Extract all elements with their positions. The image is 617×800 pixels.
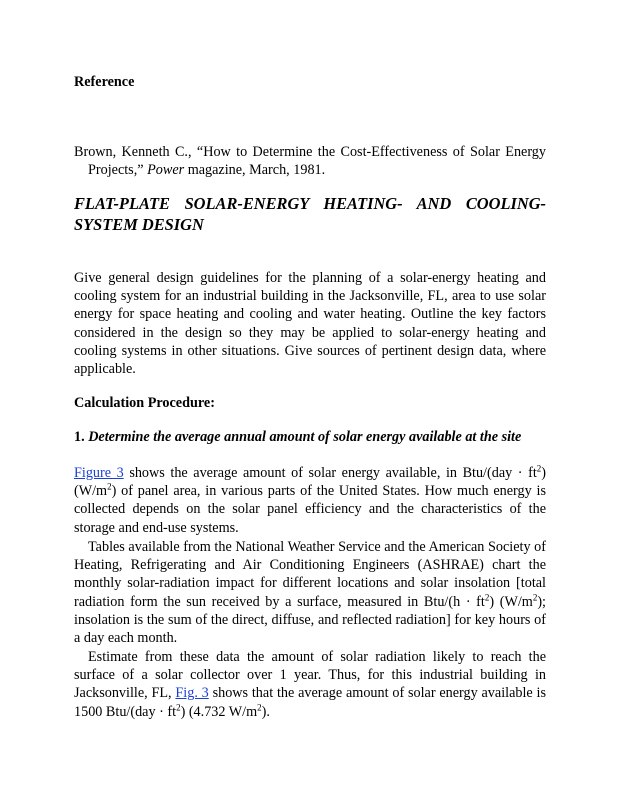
superscript: 2 xyxy=(484,591,490,602)
superscript: 2 xyxy=(176,701,181,712)
step-number: 1. xyxy=(74,429,89,445)
citation-text: Brown, Kenneth C., “How to Determine the Cost-Effectiveness of Solar Energy Projects,” xyxy=(74,144,546,179)
figure-3-link[interactable]: Figure 3 xyxy=(74,465,124,481)
citation-journal: Power xyxy=(147,162,185,179)
reference-heading: Reference xyxy=(74,74,135,90)
intro-paragraph: Give general design guidelines for the planning of a solar-energy heating and cooling system for an industrial building in the Jacksonville, FL, area to use solar energy for space heating and cooling and water heating. Outline the key factors considered in the design so they may be applied to solar-energy heating and cooling systems in other situations. Give sources of pertinent design data, where applicable. xyxy=(74,270,546,378)
paragraph-1-text-b: ) (W/m xyxy=(74,465,547,500)
paragraph-2-text-a: Tables available from the National Weather Service and the American Society of Heating, Refrigerating and Air Conditioning Engineers (ASHRAE) chart the monthly solar-radiation impact for different locations and solar insolation [total radiation form the sun received by a surface, measured in Btu/(h · ft xyxy=(74,539,546,610)
paragraph-3-text-b: shows that the average amount of solar energy available is 1500 Btu/(day · ft xyxy=(74,685,546,720)
section-title: FLAT-PLATE SOLAR-ENERGY HEATING- AND COOLING-SYSTEM DESIGN xyxy=(74,194,546,234)
paragraph-3-text-c: ) (4.732 W/m xyxy=(180,703,258,720)
superscript: 2 xyxy=(532,591,538,602)
calculation-procedure-heading: Calculation Procedure: xyxy=(74,395,215,411)
paragraph-3-text-a: Estimate from these data the amount of solar radiation likely to reach the surface of a solar collector over 1 year. Thus, for this industrial building in Jacksonville, FL, xyxy=(74,649,546,702)
step-text: Determine the average annual amount of solar energy available at the site xyxy=(88,429,522,445)
paragraph-1-text-c: ) of panel area, in various parts of the United States. How much energy is collected depends on the solar panel efficiency and the characteristics of the storage and end-use systems. xyxy=(74,483,546,536)
paragraph-2-text-c: ); insolation is the sum of the direct, diffuse, and reflected radiation] for key hours of a day each month. xyxy=(74,593,546,647)
paragraph-2-text-b: ) (W/m xyxy=(489,593,533,610)
paragraph-3 xyxy=(74,648,546,721)
paragraph-1-text-a: shows the average amount of solar energy available, in Btu/(day · ft xyxy=(123,465,537,481)
superscript: 2 xyxy=(107,481,112,492)
citation xyxy=(74,143,546,179)
paragraph-1 xyxy=(74,464,546,537)
paragraph-3-text-d: ). xyxy=(261,703,270,720)
fig-3-link[interactable]: Fig. 3 xyxy=(175,685,209,702)
superscript: 2 xyxy=(257,701,262,712)
step-1-heading xyxy=(74,428,546,446)
superscript: 2 xyxy=(536,463,542,474)
paragraph-2 xyxy=(74,538,546,647)
citation-text-end: magazine, March, 1981. xyxy=(184,162,326,179)
